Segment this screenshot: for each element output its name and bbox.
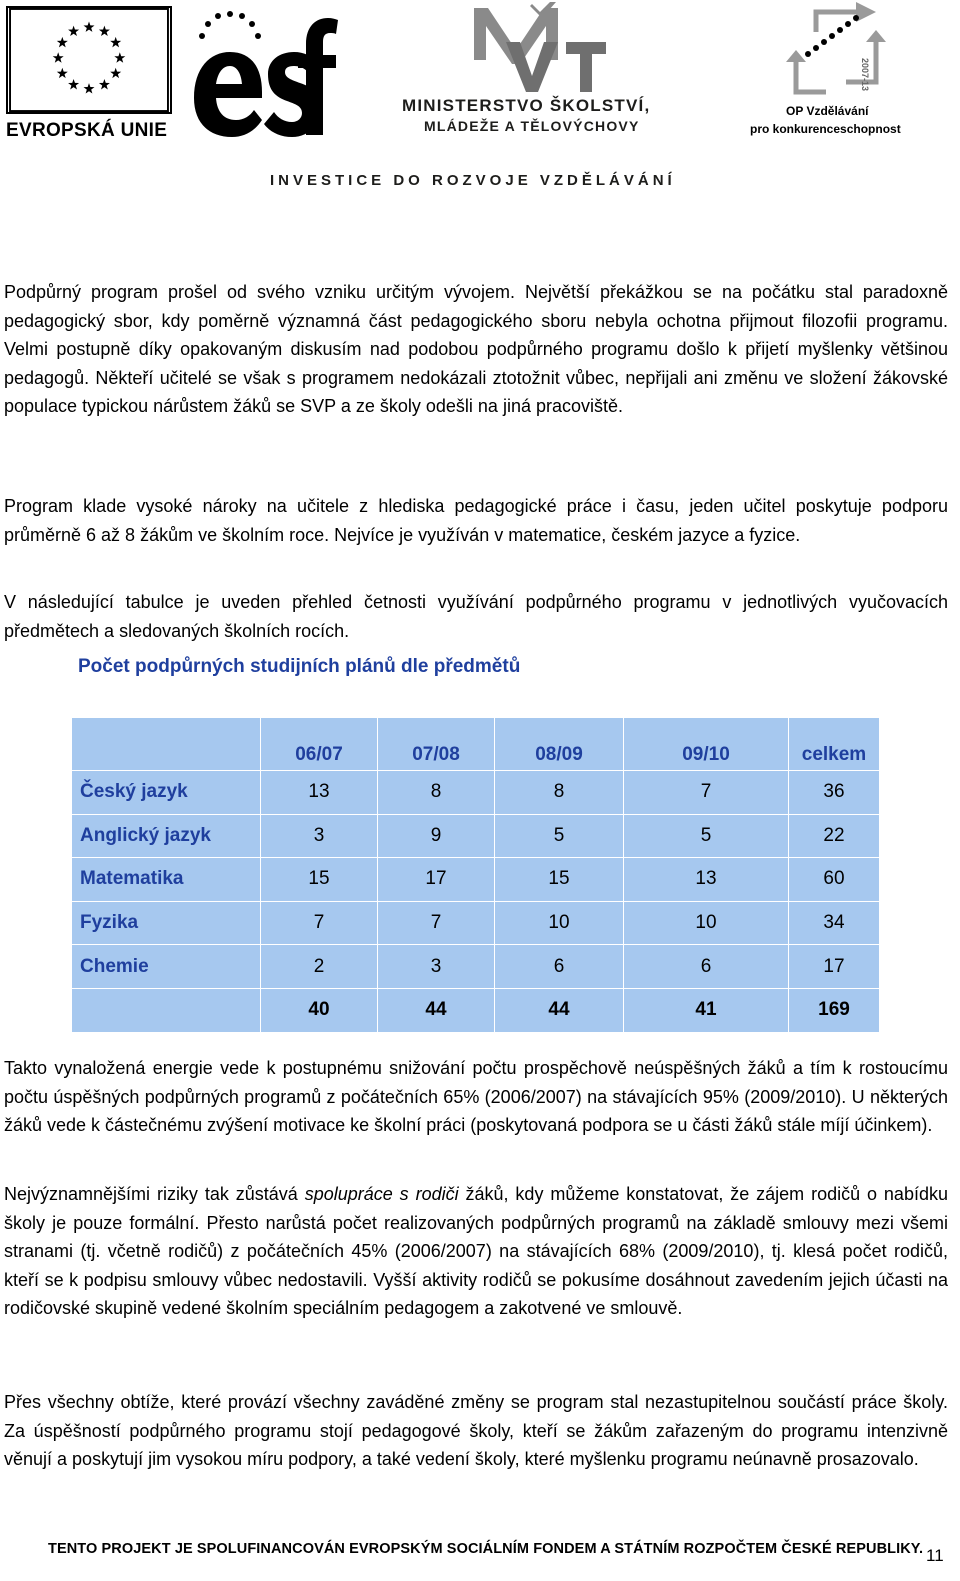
paragraph-6: Přes všechny obtíže, které provází všechny zaváděné změny se program stal nezastupitelnou součástí práce školy. Za úspěšností podpůrného programu stojí pedagogové školy, kteří se žákům zařazeným do programu intenzivně věnují a poskytují jim vysokou míru podpory, a také vedení školy, které myšlenku programu neúnavně prosazovalo.: [4, 1392, 948, 1469]
table-column-header: 08/09: [495, 718, 624, 771]
table-cell: 5: [495, 814, 624, 858]
paragraph-2: Program klade vysoké nároky na učitele z hlediska pedagogické práce i času, jeden učitel poskytuje podporu průměrně 6 až 8 žákům ve školním roce. Nejvíce je využíván v matematice, českém jazyce a fyzice.: [4, 496, 948, 545]
table-column-header: 06/07: [261, 718, 378, 771]
table-total-cell: 44: [378, 988, 495, 1032]
table-cell: 9: [378, 814, 495, 858]
table-corner-cell: [72, 718, 261, 771]
table-cell: 8: [495, 771, 624, 815]
msmt-name-line2: MLÁDEŽE A TĚLOVÝCHOVY: [424, 118, 640, 134]
table-cell: 5: [624, 814, 789, 858]
table-cell: 2: [261, 945, 378, 989]
table-row: [72, 858, 880, 902]
op-logo: [746, 2, 926, 140]
table-cell: 34: [789, 901, 880, 945]
msmt-logo: [402, 2, 687, 142]
op-recycle-arrows-icon: [746, 2, 926, 102]
subjects-table: [72, 718, 880, 1033]
table-row: [72, 945, 880, 989]
table-cell: 10: [624, 901, 789, 945]
table-cell: 10: [495, 901, 624, 945]
paragraph-5-start: Nejvýznamnějšími riziky tak zůstává: [4, 1184, 305, 1204]
table-column-header: 07/08: [378, 718, 495, 771]
table-total-cell: 40: [261, 988, 378, 1032]
table-total-cell: 41: [624, 988, 789, 1032]
program-slogan: INVESTICE DO ROZVOJE VZDĚLÁVÁNÍ: [270, 172, 676, 189]
table-row: [72, 901, 880, 945]
table-total-cell: 44: [495, 988, 624, 1032]
table-cell: 13: [261, 771, 378, 815]
table-header-row: [72, 718, 880, 771]
eu-logo-text: EVROPSKÁ UNIE: [6, 120, 168, 141]
table-cell: 3: [378, 945, 495, 989]
table-cell: 8: [378, 771, 495, 815]
paragraph-5-end: žáků, kdy můžeme konstatovat, že zájem rodičů o nabídku školy je pouze formální. Přesto narůstá počet realizovaných podpůrných programů na základě smlouvy mezi všemi stranami (tj. včetně rodičů) z počátečních 45% (2006/2007) na stávajících 68% (2009/2010), tj. klesá počet rodičů, kteří se k podpisu smlouvy vůbec nedostavili. Vyšší aktivity rodičů se pokusíme dosáhnout zavedením jejich účasti na rodičovské skupině vedené školním speciálním pedagogem a zakotvené ve smlouvě.: [4, 1184, 948, 1318]
table-cell: 15: [261, 858, 378, 902]
table-cell: 13: [624, 858, 789, 902]
table-column-header: 09/10: [624, 718, 789, 771]
table-row: [72, 771, 880, 815]
table-total-row: [72, 988, 880, 1032]
table-row-label: Český jazyk: [72, 771, 261, 815]
eu-flag-icon: [6, 6, 172, 114]
table-row: [72, 814, 880, 858]
eu-logo: [6, 6, 172, 141]
paragraph-5: [4, 1180, 948, 1323]
msmt-name-line1: MINISTERSTVO ŠKOLSTVÍ,: [402, 96, 651, 115]
esf-logo: [188, 10, 338, 138]
table-total-cell: 169: [789, 988, 880, 1032]
table-total-label-cell: [72, 988, 261, 1032]
table-cell: 60: [789, 858, 880, 902]
table-cell: 15: [495, 858, 624, 902]
table-cell: 17: [789, 945, 880, 989]
table-title: Počet podpůrných studijních plánů dle předmětů: [78, 656, 521, 677]
msmt-emblem-icon: [402, 2, 687, 94]
table-cell: 6: [495, 945, 624, 989]
table-cell: 6: [624, 945, 789, 989]
page-number: 11: [926, 1546, 944, 1565]
table-cell: 7: [378, 901, 495, 945]
paragraph-5-emphasis: spolupráce s rodiči: [304, 1184, 459, 1204]
table-cell: 3: [261, 814, 378, 858]
table-row-label: Matematika: [72, 858, 261, 902]
op-years: 2007-13: [860, 58, 870, 92]
op-name-line2: pro konkurenceschopnost: [750, 122, 901, 136]
table-cell: 36: [789, 771, 880, 815]
table-row-label: Anglický jazyk: [72, 814, 261, 858]
table-cell: 7: [624, 771, 789, 815]
table-column-header: celkem: [789, 718, 880, 771]
footer-text: TENTO PROJEKT JE SPOLUFINANCOVÁN EVROPSKÝM SOCIÁLNÍM FONDEM A STÁTNÍM ROZPOČTEM ČESKÉ REPUBLIKY.: [48, 1541, 924, 1557]
table-row-label: Chemie: [72, 945, 261, 989]
op-name-line1: OP Vzdělávání: [786, 104, 869, 118]
paragraph-4: Takto vynaložená energie vede k postupnému snižování počtu prospěchově neúspěšných žáků a tím k rostoucímu počtu úspěšných podpůrných programů z počátečních 65% (2006/2007) na stávajících 95% (2009/2010). U některých žáků vede k částečnému zvýšení motivace ke školní práci (poskytovaná podpora se u části žáků stále míjí účinkem).: [4, 1058, 948, 1135]
paragraph-3: V následující tabulce je uveden přehled četnosti využívání podpůrného programu v jednotlivých vyučovacích předmětech a sledovaných školních rocích.: [4, 592, 948, 641]
table-cell: 17: [378, 858, 495, 902]
table-cell: 7: [261, 901, 378, 945]
table-cell: 22: [789, 814, 880, 858]
paragraph-1: Podpůrný program prošel od svého vzniku určitým vývojem. Největší překážkou se na počátku stal paradoxně pedagogický sbor, kdy poměrně významná část pedagogického sboru nebyla ochotna přijmout filozofii programu. Velmi postupně díky opakovaným diskusím nad podobou podpůrného programu došlo k přijetí myšlenky většinou pedagogů. Někteří učitelé se však s programem nedokázali ztotožnit vůbec, nepřijali ani změnu ve složení žákovské populace typickou nárůstem žáků se SVP a ze školy odešli na jiná pracoviště.: [4, 282, 948, 416]
table-row-label: Fyzika: [72, 901, 261, 945]
